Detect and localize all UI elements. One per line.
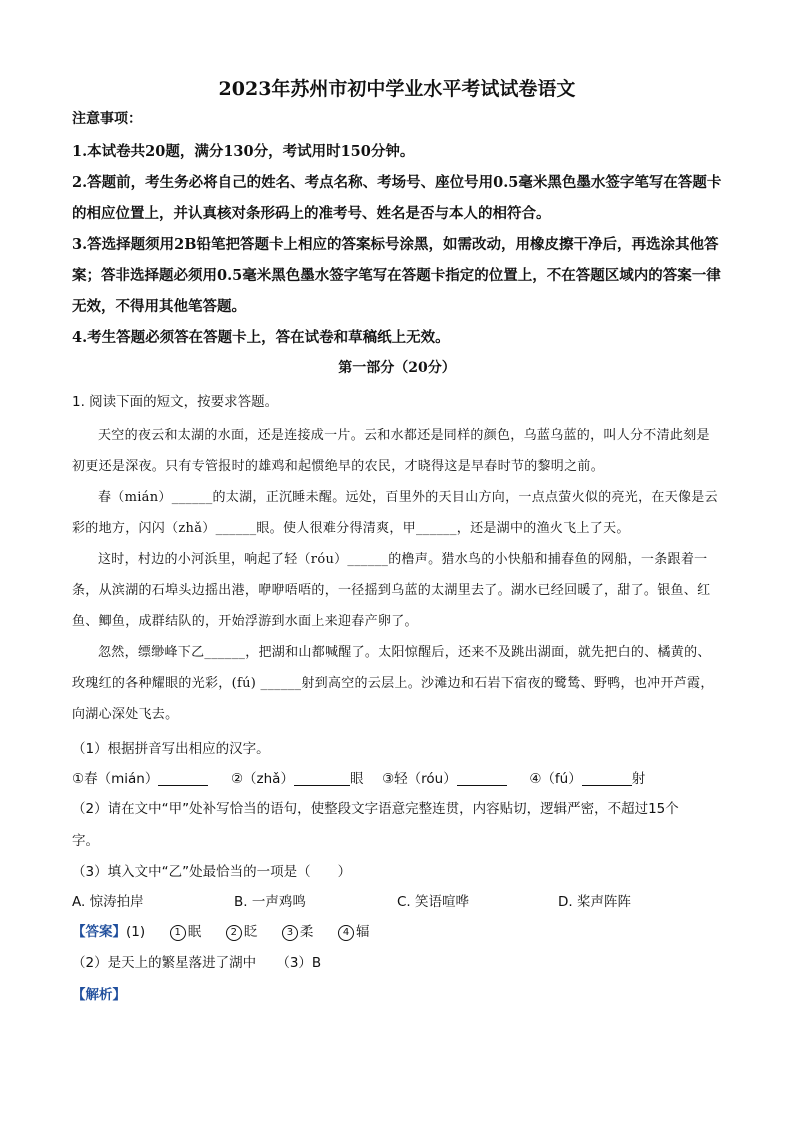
notice-item-4 (72, 322, 722, 353)
sub2-line2: 字。 (72, 833, 99, 849)
answer-circle-2: 2 (226, 925, 242, 941)
passage-paragraph-3: 这时，村边的小河浜里，响起了轻（róu）______的橹声。猎水鸟的小快船和捕春鱼的网船，一条跟着一条，从滨湖的石埠头边摇出港，咿咿唔唔的，一径摇到乌蓝的太湖里去了。湖水已经回暖了，甜了。银鱼、红鱼、鲫鱼，成群结队的，开始浮游到水面上来迎春产卵了。 (72, 552, 711, 629)
sub2-line1: （2）请在文中“甲”处补写恰当的语句，使整段文字语意完整连贯，内容贴切，逻辑严密，不超过15个 (72, 801, 679, 817)
notice-text-3: 3.答选择题须用2B铅笔把答题卡上相应的答案标号涂黑，如需改动，用橡皮擦干净后，再选涂其他答案；答非选择题必须用0.5毫米黑色墨水签字笔写在答题卡指定的位置上，不在答题区域内的答案一律无效，不得用其他笔答题。 (72, 236, 721, 315)
blank-2-line (294, 771, 350, 786)
notice-text-2: 2.答题前，考生务必将自己的姓名、考点名称、考场号、座位号用0.5毫米黑色墨水签字笔写在答题卡的相应位置上，并认真核对条形码上的准考号、姓名是否与本人的相符合。 (72, 174, 722, 222)
blank-1-label: ①春（mián） (72, 771, 159, 787)
passage-paragraph-4: 忽然，缥缈峰下乙______，把湖和山都喊醒了。太阳惊醒后，还来不及跳出湖面，就先把白的、橘黄的、玫瑰红的各种耀眼的光彩，(fú) ______射到高空的云层上。沙滩边和石岩下宿夜的鹭鸶、野鸭，也冲开芦霞，向湖心深处飞去。 (72, 645, 714, 722)
passage-paragraph-2: 春（mián）______的太湖，正沉睡未醒。远处，百里外的天目山方向，一点点萤火似的亮光，在天像是云彩的地方，闪闪（zhǎ）______眼。使人很难分得清爽，甲______，还是湖中的渔火飞上了天。 (72, 490, 718, 536)
sub3-options (72, 890, 722, 910)
blank-4-suffix: 射 (631, 771, 646, 787)
sub1-blanks (72, 767, 645, 787)
answer-char-3: 柔 (299, 924, 314, 940)
answer-line-1 (72, 920, 370, 941)
passage-paragraph-1: 天空的夜云和太湖的水面，还是连接成一片。云和水都还是同样的颜色，乌蓝乌蓝的，叫人分不清此刻是初更还是深夜。只有专管报时的雄鸡和起惯绝早的农民，才晓得这是早春时节的黎明之前。 (72, 428, 710, 474)
answer-circle-1: 1 (170, 925, 186, 941)
answer-circle-3: 3 (282, 925, 298, 941)
part-heading: 第一部分（20分） (338, 360, 456, 376)
blank-4-line (582, 771, 632, 786)
notice-item-3 (72, 229, 722, 322)
blank-2-label: ②（zhǎ） (230, 771, 294, 787)
answer-char-1: 眠 (187, 924, 202, 940)
analysis-tag: 【解析】 (72, 987, 126, 1003)
option-d: D. 桨声阵阵 (558, 894, 631, 910)
question-1-stem: 1. 阅读下面的短文，按要求答题。 (72, 394, 279, 410)
option-a: A. 惊涛拍岸 (72, 894, 144, 910)
answer-tag: 【答案】 (72, 924, 126, 940)
answer-char-2: 眨 (243, 924, 258, 940)
notice-text-1: 1.本试卷共20题，满分130分，考试用时150分钟。 (72, 143, 415, 160)
sub3-text: （3）填入文中“乙”处最恰当的一项是（ ） (72, 864, 352, 880)
blank-3-label: ③轻（róu） (382, 771, 457, 787)
blank-1-line (158, 771, 208, 786)
answer-line-2: （2）是天上的繁星落进了湖中 （3）B (72, 955, 322, 971)
answer-char-4: 辐 (356, 924, 370, 940)
sub1-text: （1）根据拼音写出相应的汉字。 (72, 741, 270, 757)
reading-passage (72, 420, 722, 730)
notice-item-2 (72, 167, 722, 229)
notice-text-4: 4.考生答题必须答在答题卡上，答在试卷和草稿纸上无效。 (72, 329, 450, 346)
option-c: C. 笑语喧哗 (397, 894, 470, 910)
exam-title: 2023年苏州市初中学业水平考试试卷语文 (218, 78, 576, 100)
notice-item-1 (72, 136, 722, 167)
answer-part1-label: (1) (126, 924, 146, 940)
blank-2-suffix: 眼 (349, 771, 364, 787)
answer-circle-4: 4 (338, 925, 354, 941)
option-b: B. 一声鸡鸣 (234, 894, 306, 910)
blank-4-label: ④（fú） (529, 771, 582, 787)
blank-3-line (457, 771, 507, 786)
notice-heading: 注意事项： (72, 111, 142, 127)
